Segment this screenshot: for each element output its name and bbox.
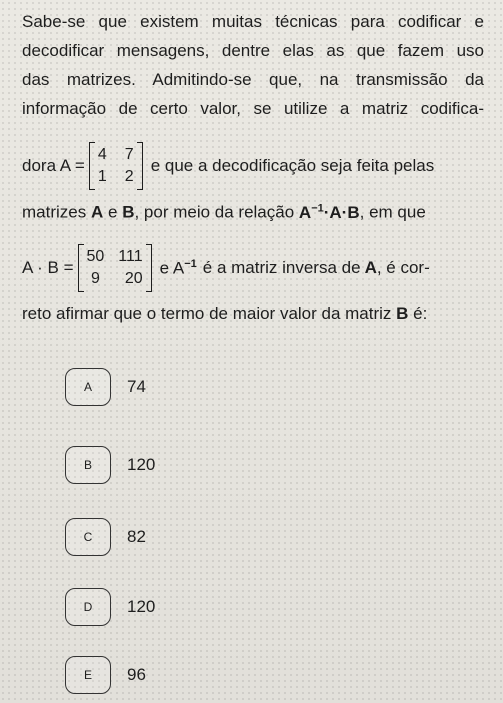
matrix-symbol: A — [90, 202, 104, 222]
question-text: é a matriz inversa de — [202, 258, 361, 277]
question-text: , por meio da relação — [134, 202, 295, 222]
question-line-5 — [22, 142, 484, 190]
option-letter: B — [83, 458, 92, 472]
option-letter: A — [83, 380, 92, 394]
relation-rest: ·A·B — [323, 202, 360, 222]
question-text: decodificar mensagens, dentre elas as que fazem uso — [22, 41, 484, 60]
relation — [299, 203, 360, 222]
option-a[interactable] — [65, 368, 146, 406]
option-d[interactable] — [65, 588, 155, 626]
question-text: e que a decodificação seja feita pelas — [150, 156, 435, 175]
option-value: 82 — [127, 527, 146, 546]
option-letter-box[interactable] — [65, 518, 111, 556]
option-b[interactable] — [65, 446, 155, 484]
question-text: das matrizes. Admitindo-se que, na transmissão da — [22, 70, 484, 89]
question-line-6 — [22, 202, 484, 223]
bracket-right — [146, 244, 152, 292]
question-text: , é cor- — [376, 258, 430, 277]
bracket-right — [137, 142, 143, 190]
matrix-ab — [78, 244, 152, 292]
matrix-cell: 20 — [124, 270, 143, 287]
question-line-7 — [22, 244, 484, 292]
question-text: é: — [413, 304, 428, 323]
option-value: 120 — [127, 597, 156, 616]
option-letter-box[interactable] — [65, 446, 111, 484]
question-text: Sabe-se que existem muitas técnicas para codificar e — [22, 12, 484, 31]
option-letter: C — [83, 530, 93, 544]
question-text: e A — [159, 258, 185, 278]
exponent: −1 — [184, 257, 197, 270]
matrix-symbol: B — [396, 304, 409, 323]
question-text: reto afirmar que o termo de maior valor da matriz — [22, 304, 392, 323]
question-text: informação de certo valor, se utilize a matriz codifica- — [22, 99, 484, 118]
matrix-cell: 1 — [97, 168, 107, 185]
question-line-4 — [22, 99, 484, 119]
question-text: , em que — [359, 202, 426, 222]
matrix-cell: 7 — [124, 146, 134, 163]
matrix-symbol: A — [364, 258, 377, 277]
matrix-a — [89, 142, 143, 190]
option-letter-box[interactable] — [65, 588, 111, 626]
relation-a: A — [298, 202, 312, 222]
question-text: matrizes — [22, 202, 87, 222]
option-letter: E — [83, 668, 92, 682]
matrix-cell: 50 — [86, 248, 105, 265]
option-e[interactable] — [65, 656, 146, 694]
question-line-8 — [22, 304, 427, 324]
question-text — [160, 258, 197, 279]
option-value: 96 — [127, 665, 146, 684]
relation-exponent: −1 — [311, 202, 324, 214]
question-text: A · B = — [22, 258, 74, 277]
matrix-symbol: B — [122, 202, 135, 222]
question-line-2 — [22, 41, 484, 61]
option-letter-box[interactable] — [65, 656, 111, 694]
question-line-1 — [22, 12, 484, 32]
option-c[interactable] — [65, 518, 146, 556]
option-value: 74 — [127, 377, 146, 396]
matrix-cell: 111 — [118, 248, 143, 265]
option-value: 120 — [127, 455, 156, 474]
matrix-cell: 9 — [90, 270, 100, 287]
option-letter-box[interactable] — [65, 368, 111, 406]
option-letter: D — [83, 600, 93, 614]
question-text: dora A = — [22, 156, 85, 175]
matrix-cell: 4 — [97, 146, 107, 163]
question-text: e — [107, 202, 118, 222]
matrix-cell: 2 — [124, 168, 134, 185]
question-line-3 — [22, 70, 484, 90]
